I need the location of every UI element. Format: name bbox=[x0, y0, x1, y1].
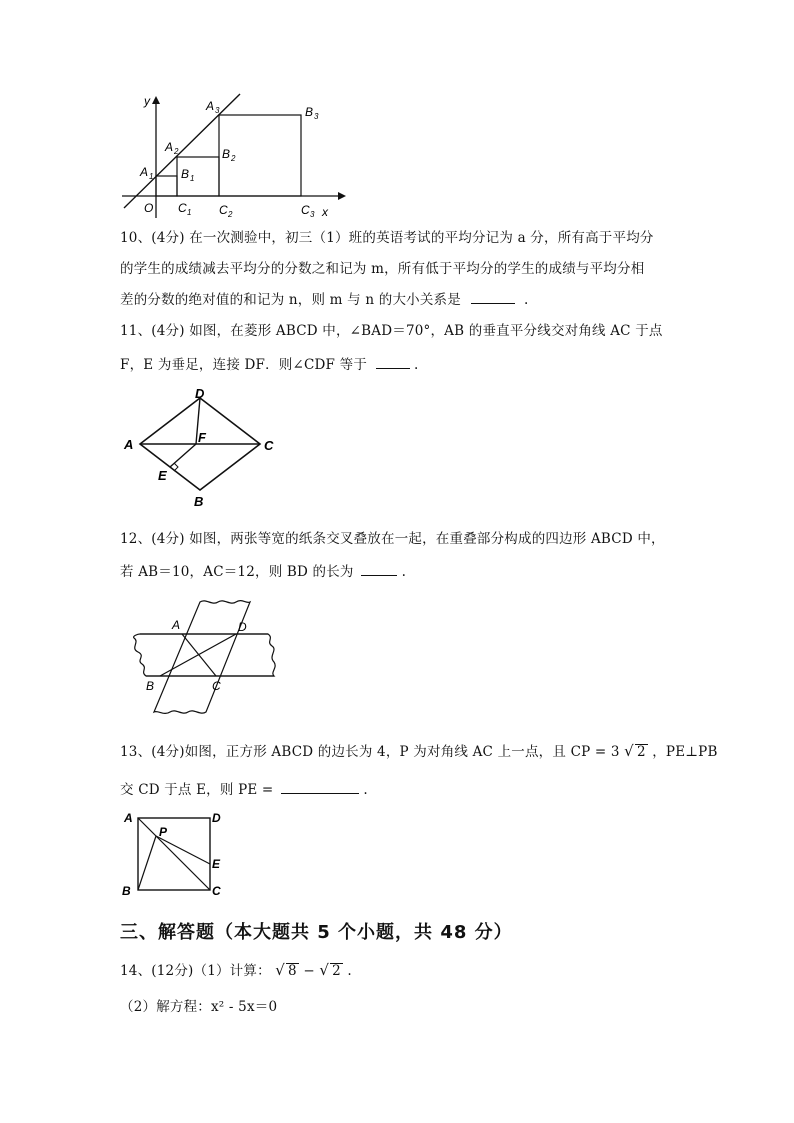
answer-blank-12[interactable] bbox=[361, 563, 397, 576]
label-b3: B bbox=[305, 105, 314, 119]
question-10-line-3 bbox=[120, 291, 528, 308]
y-axis-arrow bbox=[152, 96, 160, 104]
question-11-line-2 bbox=[120, 356, 419, 373]
label-c3-sub: 3 bbox=[310, 210, 315, 219]
answer-blank-10[interactable] bbox=[471, 291, 515, 304]
question-14-line-1 bbox=[120, 962, 352, 979]
label-p: P bbox=[159, 825, 168, 839]
question-12-line-2 bbox=[120, 563, 406, 580]
label-a: A bbox=[172, 618, 181, 632]
section-heading: 三、解答题（本大题共 5 个小题，共 48 分） bbox=[120, 922, 513, 943]
minus-sign: − bbox=[303, 963, 315, 979]
label-y: y bbox=[144, 94, 150, 108]
label-c: C bbox=[264, 438, 274, 453]
question-13-text-b: ，PE⊥PB bbox=[652, 744, 718, 760]
label-d: D bbox=[212, 811, 221, 825]
figure-paper-strips bbox=[118, 594, 286, 722]
figure-squares-on-line bbox=[110, 90, 350, 222]
label-a2-sub: 2 bbox=[174, 147, 179, 156]
question-14-text: 14、(12分)（1）计算： bbox=[120, 963, 271, 979]
label-b2: B bbox=[222, 147, 231, 161]
label-c: C bbox=[212, 679, 221, 693]
question-14-line-2: （2）解方程：x² - 5x＝0 bbox=[120, 999, 278, 1015]
label-d: D bbox=[195, 386, 205, 401]
diagonal-ac bbox=[138, 818, 210, 890]
label-b1-sub: 1 bbox=[190, 174, 195, 183]
label-c2: C bbox=[219, 203, 228, 217]
label-a1: A bbox=[140, 165, 149, 179]
label-c1-sub: 1 bbox=[187, 208, 192, 217]
sqrt-symbol: √ bbox=[275, 961, 286, 979]
question-13-text-c: 交 CD 于点 E，则 PE = bbox=[120, 782, 274, 798]
label-c1: C bbox=[178, 201, 187, 215]
segment-pe bbox=[156, 836, 210, 864]
label-b: B bbox=[146, 679, 155, 693]
segment-pb bbox=[138, 836, 156, 890]
question-12-text: 若 AB＝10，AC＝12，则 BD 的长为 bbox=[120, 564, 354, 580]
question-12-period: . bbox=[401, 564, 407, 580]
radicand-2: 2 bbox=[332, 963, 341, 979]
question-13-text-a: 13、(4分)如图，正方形 ABCD 的边长为 4，P 为对角线 AC 上一点，且 CP = 3 bbox=[120, 744, 620, 760]
label-a3: A bbox=[206, 99, 215, 113]
label-e: E bbox=[158, 468, 167, 483]
answer-blank-11[interactable] bbox=[376, 356, 410, 369]
figure-rhombus bbox=[118, 386, 288, 510]
question-14-period: . bbox=[347, 963, 352, 979]
label-b: B bbox=[194, 494, 204, 509]
label-a1-sub: 1 bbox=[149, 172, 154, 181]
question-13-radicand: 2 bbox=[636, 744, 646, 760]
question-11-text: F，E 为垂足，连接 DF．则∠CDF 等于 bbox=[120, 357, 368, 373]
question-10-line-1: 10、(4分) 在一次测验中，初三（1）班的英语考试的平均分记为 a 分，所有高于平均分 bbox=[120, 230, 654, 246]
label-b3-sub: 3 bbox=[314, 112, 319, 121]
label-a3-sub: 3 bbox=[215, 106, 220, 115]
label-d: D bbox=[238, 620, 247, 634]
horizontal-strip bbox=[134, 634, 276, 676]
question-10-period: . bbox=[523, 292, 529, 308]
question-13-line-1 bbox=[120, 743, 718, 760]
label-f: F bbox=[198, 430, 206, 445]
label-b2-sub: 2 bbox=[231, 154, 236, 163]
figure-square-abcd bbox=[118, 808, 230, 900]
question-11-period: . bbox=[414, 357, 419, 373]
question-10-text: 差的分数的绝对值的和记为 n，则 m 与 n 的大小关系是 bbox=[120, 292, 461, 308]
label-o: O bbox=[144, 201, 154, 215]
label-e: E bbox=[212, 857, 221, 871]
answer-blank-13[interactable] bbox=[281, 781, 359, 794]
x-axis-arrow bbox=[338, 192, 346, 200]
question-13-period: . bbox=[363, 782, 368, 798]
label-a2: A bbox=[165, 140, 174, 154]
question-11-line-1: 11、(4分) 如图，在菱形 ABCD 中，∠BAD＝70°，AB 的垂直平分线交对角线 AC 于点 bbox=[120, 323, 663, 339]
radicand-1: 8 bbox=[288, 963, 297, 979]
right-angle-mark bbox=[174, 463, 178, 471]
square-1 bbox=[156, 176, 177, 196]
label-c: C bbox=[212, 884, 221, 898]
label-a: A bbox=[124, 437, 134, 452]
question-12-line-1: 12、(4分) 如图，两张等宽的纸条交叉叠放在一起，在重叠部分构成的四边形 ABCD 中， bbox=[120, 531, 665, 547]
label-b1: B bbox=[181, 167, 190, 181]
label-c3: C bbox=[301, 203, 310, 217]
label-x: x bbox=[322, 205, 328, 219]
label-a: A bbox=[124, 811, 133, 825]
question-10-line-2: 的学生的成绩减去平均分的分数之和记为 m，所有低于平均分的学生的成绩与平均分相 bbox=[120, 261, 645, 277]
label-c2-sub: 2 bbox=[228, 210, 233, 219]
sqrt-symbol: √ bbox=[319, 961, 330, 979]
label-b: B bbox=[122, 884, 131, 898]
sqrt-symbol: √ bbox=[624, 742, 634, 760]
question-13-line-2 bbox=[120, 781, 368, 798]
